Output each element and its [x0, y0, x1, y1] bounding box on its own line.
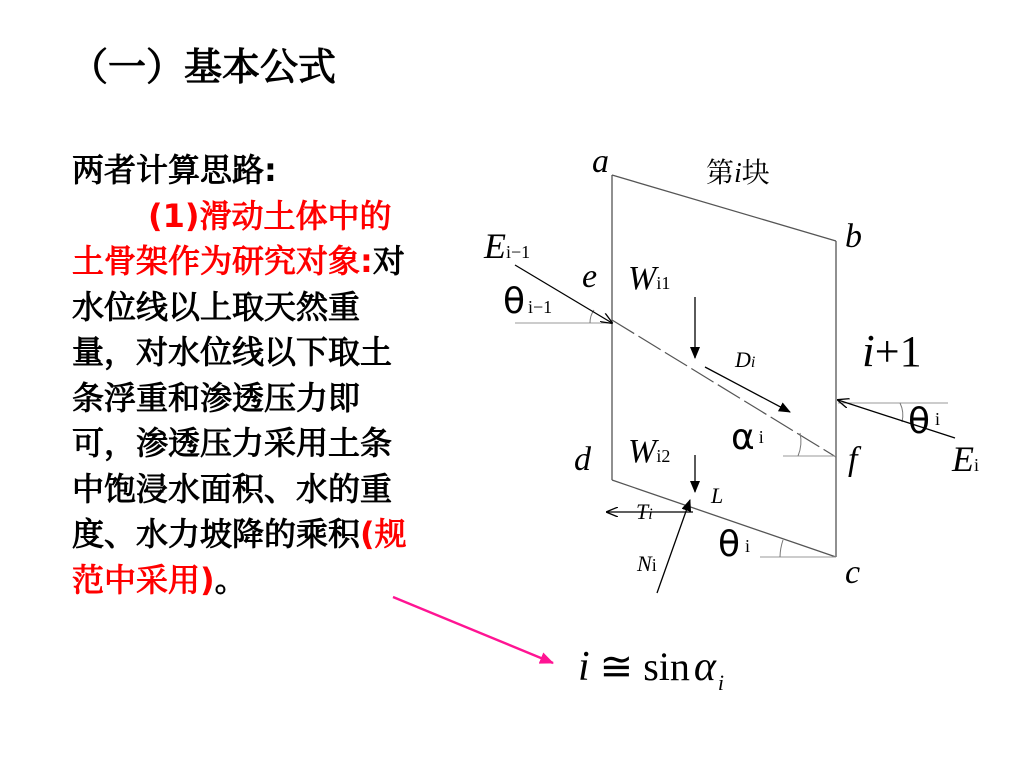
- label-alpha-i: αi: [731, 417, 764, 458]
- label-W-i1: Wi1: [628, 260, 671, 297]
- theta-i-right-arc: [900, 403, 903, 422]
- label-point-a: a: [592, 143, 609, 180]
- label-point-f: f: [848, 441, 858, 478]
- arrow-D-i: [705, 367, 790, 412]
- label-W-i2: Wi2: [628, 433, 671, 470]
- text-red-note: (规范中采用): [72, 515, 407, 599]
- label-point-c: c: [845, 554, 861, 591]
- label-theta-i-base: θi: [718, 524, 751, 565]
- label-L: L: [711, 483, 724, 508]
- label-N-i: Ni: [637, 551, 657, 576]
- pointer-arrow: [393, 597, 553, 663]
- label-theta-im1: θi−1: [503, 281, 553, 322]
- label-point-d: d: [574, 441, 591, 478]
- label-E-im1: Ei−1: [484, 226, 531, 266]
- label-T-i: Ti: [636, 499, 653, 524]
- label-E-i: Ei: [952, 439, 980, 479]
- text-body: 对水位线以上取天然重量，对水位线以下取土条浮重和渗透压力即可，渗透压力采用土条中饱浸水面积、水的重度、水力坡降的乘积: [72, 242, 405, 553]
- label-block-i: 第i块: [706, 156, 770, 189]
- alpha-arc: [798, 433, 801, 456]
- text-red-heading: (1)滑动土体中的土骨架作为研究对象:: [72, 196, 392, 280]
- label-theta-i-right: θi: [908, 401, 941, 442]
- label-point-e: e: [582, 258, 598, 295]
- slide-title: （一）基本公式: [70, 45, 337, 89]
- text-end-mark: 。: [214, 560, 247, 599]
- theta-i-base-arc: [780, 540, 783, 557]
- label-D-i: Di: [735, 347, 756, 372]
- label-point-b: b: [845, 218, 862, 255]
- label-i-plus-1: i+1: [862, 325, 922, 376]
- arrow-N-i: [657, 500, 690, 593]
- formula-hydraulic-gradient: i ≅ sinαi: [578, 644, 725, 695]
- text-intro: 两者计算思路:: [72, 151, 277, 189]
